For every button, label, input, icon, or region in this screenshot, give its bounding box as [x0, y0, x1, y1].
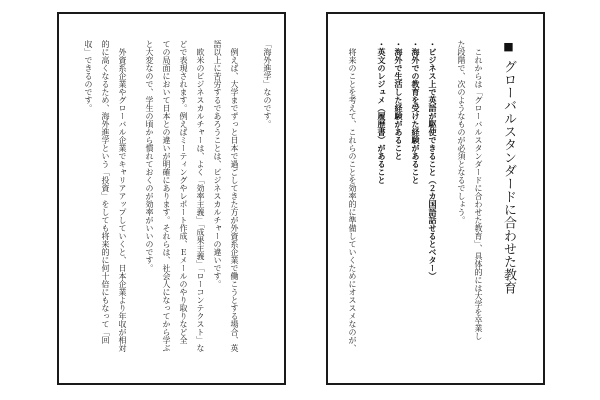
body-line: 収」できるのです。 — [84, 40, 93, 112]
section-heading — [497, 40, 519, 364]
right-page-text — [344, 40, 519, 364]
body-line: 「海外進学」なのです。 — [263, 40, 272, 128]
left-page-text — [80, 40, 276, 364]
bullet-item: ・海外での教育を受けた経験があること — [411, 40, 420, 184]
body-line: 欧米のビジネスカルチャーは、よく「効率主義」「成果主義」「ローコンテクスト」な — [196, 48, 205, 352]
body-line: た段階で、次のようなものが必須となるでしょう。 — [457, 40, 466, 224]
body-line: 将来のことを考えて、これらのことを効率的に準備していくためにオススメなのが、 — [348, 48, 357, 352]
body-line: 的に高くなるため、海外進学という「投資」をしても将来的に何十倍にもなって「回 — [101, 40, 110, 344]
intro-paragraph — [453, 40, 487, 364]
body-line: 外資系企業やグローバル企業でキャリアアップしていくと、日本企業より年収が相対 — [118, 48, 127, 352]
continuation-paragraph — [259, 40, 276, 364]
body-line: 語以上に苦労するであろうことは、ビジネスカルチャーの違いです。 — [213, 40, 222, 288]
body-line: これからは「グローバルスタンダードに合わせた教育」、具体的には大学を卒業し — [474, 48, 483, 340]
heading-square-icon: ■ — [502, 40, 515, 53]
left-page — [57, 12, 286, 385]
business-culture-paragraph — [209, 40, 243, 364]
requirements-list — [373, 40, 441, 364]
right-page — [326, 12, 545, 385]
career-paragraph — [80, 40, 131, 364]
body-line: 例えば、大学までずっと日本で過ごしてきた方が外資系企業で働こうとする場合、英 — [230, 48, 239, 352]
closing-paragraph — [344, 40, 361, 364]
bullet-item: ・海外で生活した経験があること — [394, 40, 403, 160]
bullet-item: ・ビジネス上で英語が駆使できること（２カ国語話せるとベター） — [428, 40, 437, 280]
western-culture-paragraph — [141, 40, 209, 364]
body-line: ての局面において日本との違いが明確にあります。それらは、社会人になってから学ぶ — [162, 40, 171, 352]
body-line: どで表現されます。例えばミーティングやレポート作成、Ｅメールのやり取りなど全 — [179, 40, 188, 344]
bullet-item: ・英文のレジュメ（履歴書）があること — [377, 40, 386, 184]
section-heading-text: グローバルスタンダードに合わせた教育 — [501, 60, 516, 294]
body-line: と大変なので、学生の頃から慣れておくのが効率がいいのです。 — [145, 40, 154, 272]
